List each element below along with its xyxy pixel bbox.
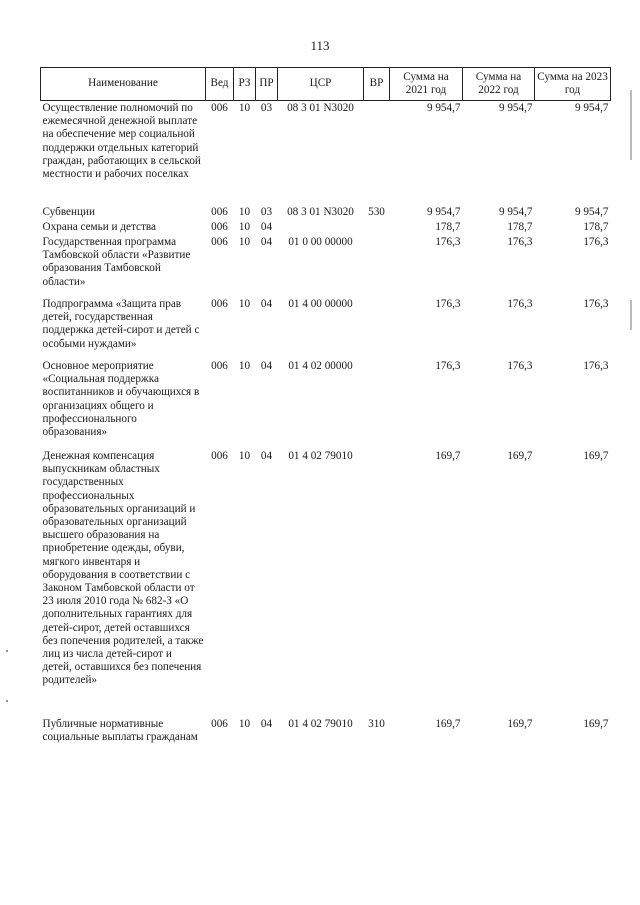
row-pr: 04 xyxy=(260,235,273,248)
row-sum2022: 9 954,7 xyxy=(498,102,533,114)
row-csr: 01 0 00 00000 xyxy=(288,235,353,248)
row-name: Публичные нормативные социальные выплаты гражданам xyxy=(42,717,198,744)
row-sum2022: 176,3 xyxy=(507,235,533,248)
scan-dot xyxy=(6,650,8,652)
row-vr xyxy=(364,220,390,235)
row-sum2021: 9 954,7 xyxy=(426,102,461,114)
row-csr xyxy=(278,220,364,235)
row-rz: 10 xyxy=(238,297,251,310)
row-vr xyxy=(364,101,390,205)
row-pr: 04 xyxy=(260,359,273,372)
row-csr: 08 3 01 N3020 xyxy=(287,102,354,114)
row-sum2023: 169,7 xyxy=(583,449,609,462)
row-vr xyxy=(364,359,390,449)
row-ved: 006 xyxy=(211,235,228,248)
row-name: Субвенции xyxy=(42,205,95,218)
row-vr: 310 xyxy=(368,717,385,730)
row-sum2021: 176,3 xyxy=(435,359,461,372)
row-pr: 04 xyxy=(260,220,273,233)
row-vr: 530 xyxy=(368,205,385,218)
row-rz: 10 xyxy=(238,220,251,233)
col-header-sum2023: Сумма на 2023 год xyxy=(535,68,611,101)
row-pr: 04 xyxy=(260,449,273,462)
row-sum2022: 169,7 xyxy=(507,449,533,462)
row-name: Основное мероприятие «Социальная поддержка воспитанников и обучающихся в организациях общего и профессионального образования» xyxy=(42,359,200,438)
table-row xyxy=(41,449,611,717)
row-sum2021: 169,7 xyxy=(435,717,461,730)
row-sum2023: 176,3 xyxy=(583,297,609,310)
col-header-name: Наименование xyxy=(41,68,206,101)
row-sum2021: 169,7 xyxy=(435,449,461,462)
table-row xyxy=(41,205,611,220)
row-sum2021: 176,3 xyxy=(435,235,461,248)
table-row xyxy=(41,717,611,745)
table-row xyxy=(41,220,611,235)
row-ved: 006 xyxy=(211,449,228,462)
col-header-sum2021: Сумма на 2021 год xyxy=(390,68,463,101)
col-header-vr: ВР xyxy=(364,68,390,101)
row-sum2022: 9 954,7 xyxy=(498,205,533,218)
row-rz: 10 xyxy=(238,449,251,462)
row-sum2021: 9 954,7 xyxy=(426,205,461,218)
row-pr: 04 xyxy=(260,717,273,730)
budget-table xyxy=(40,67,611,745)
table-row xyxy=(41,101,611,205)
row-csr: 01 4 02 00000 xyxy=(288,359,353,372)
row-sum2023: 176,3 xyxy=(583,359,609,372)
row-sum2021: 178,7 xyxy=(435,220,461,233)
row-csr: 01 4 00 00000 xyxy=(288,297,353,310)
row-ved: 006 xyxy=(211,220,228,233)
row-name: Охрана семьи и детства xyxy=(42,220,156,233)
row-vr xyxy=(364,235,390,297)
page-number: 113 xyxy=(310,38,330,53)
row-rz: 10 xyxy=(238,102,251,114)
table-row xyxy=(41,235,611,297)
row-name: Осуществление полномочий по ежемесячной денежной выплате на обеспечение мер социальной поддержки отдельных категорий граждан, работающих в сельской местности и рабочих поселках xyxy=(42,102,201,181)
col-header-csr: ЦСР xyxy=(278,68,364,101)
row-rz: 10 xyxy=(238,717,251,730)
row-sum2023: 169,7 xyxy=(583,717,609,730)
col-header-ved: Вед xyxy=(206,68,234,101)
row-ved: 006 xyxy=(211,102,228,114)
row-pr: 03 xyxy=(260,205,273,218)
row-sum2022: 178,7 xyxy=(507,220,533,233)
row-pr: 03 xyxy=(260,102,273,114)
row-csr: 01 4 02 79010 xyxy=(288,717,353,730)
row-sum2021: 176,3 xyxy=(435,297,461,310)
row-name: Подпрограмма «Защита прав детей, государственная поддержка детей-сирот и детей с особыми нуждами» xyxy=(42,297,200,350)
row-csr: 08 3 01 N3020 xyxy=(287,205,354,218)
row-sum2022: 176,3 xyxy=(507,297,533,310)
row-rz: 10 xyxy=(238,235,251,248)
row-pr: 04 xyxy=(260,297,273,310)
row-sum2023: 9 954,7 xyxy=(574,102,609,114)
row-name: Денежная компенсация выпускникам областных государственных профессиональных образовательных организаций и образовательных организаций высшего образования на приобретение одежды, обуви, мягкого инвентаря и оборудования в соответствии с Законом Тамбовской области от 23 июля 2010 года № 682-З «О дополнительных гарантиях для детей-сирот, детей оставшихся без попечения родителей, а также лиц из числа детей-сирот и детей, оставшихся без попечения родителей» xyxy=(42,449,204,687)
row-rz: 10 xyxy=(238,205,251,218)
table-header-row xyxy=(41,68,611,101)
row-name: Государственная программа Тамбовской области «Развитие образования Тамбовской области» xyxy=(42,235,191,288)
scan-dot xyxy=(6,700,8,702)
row-sum2023: 178,7 xyxy=(583,220,609,233)
row-sum2023: 9 954,7 xyxy=(574,205,609,218)
row-sum2022: 169,7 xyxy=(507,717,533,730)
row-ved: 006 xyxy=(211,717,228,730)
row-ved: 006 xyxy=(211,297,228,310)
row-vr xyxy=(364,449,390,717)
row-vr xyxy=(364,297,390,359)
row-ved: 006 xyxy=(211,359,228,372)
scan-edge-mark xyxy=(630,90,632,160)
row-sum2022: 176,3 xyxy=(507,359,533,372)
col-header-rz: РЗ xyxy=(234,68,256,101)
table-row xyxy=(41,359,611,449)
col-header-pr: ПР xyxy=(256,68,278,101)
scan-edge-mark xyxy=(630,300,632,330)
row-csr: 01 4 02 79010 xyxy=(288,449,353,462)
row-ved: 006 xyxy=(211,205,228,218)
table-row xyxy=(41,297,611,359)
row-sum2023: 176,3 xyxy=(583,235,609,248)
col-header-sum2022: Сумма на 2022 год xyxy=(463,68,535,101)
row-rz: 10 xyxy=(238,359,251,372)
